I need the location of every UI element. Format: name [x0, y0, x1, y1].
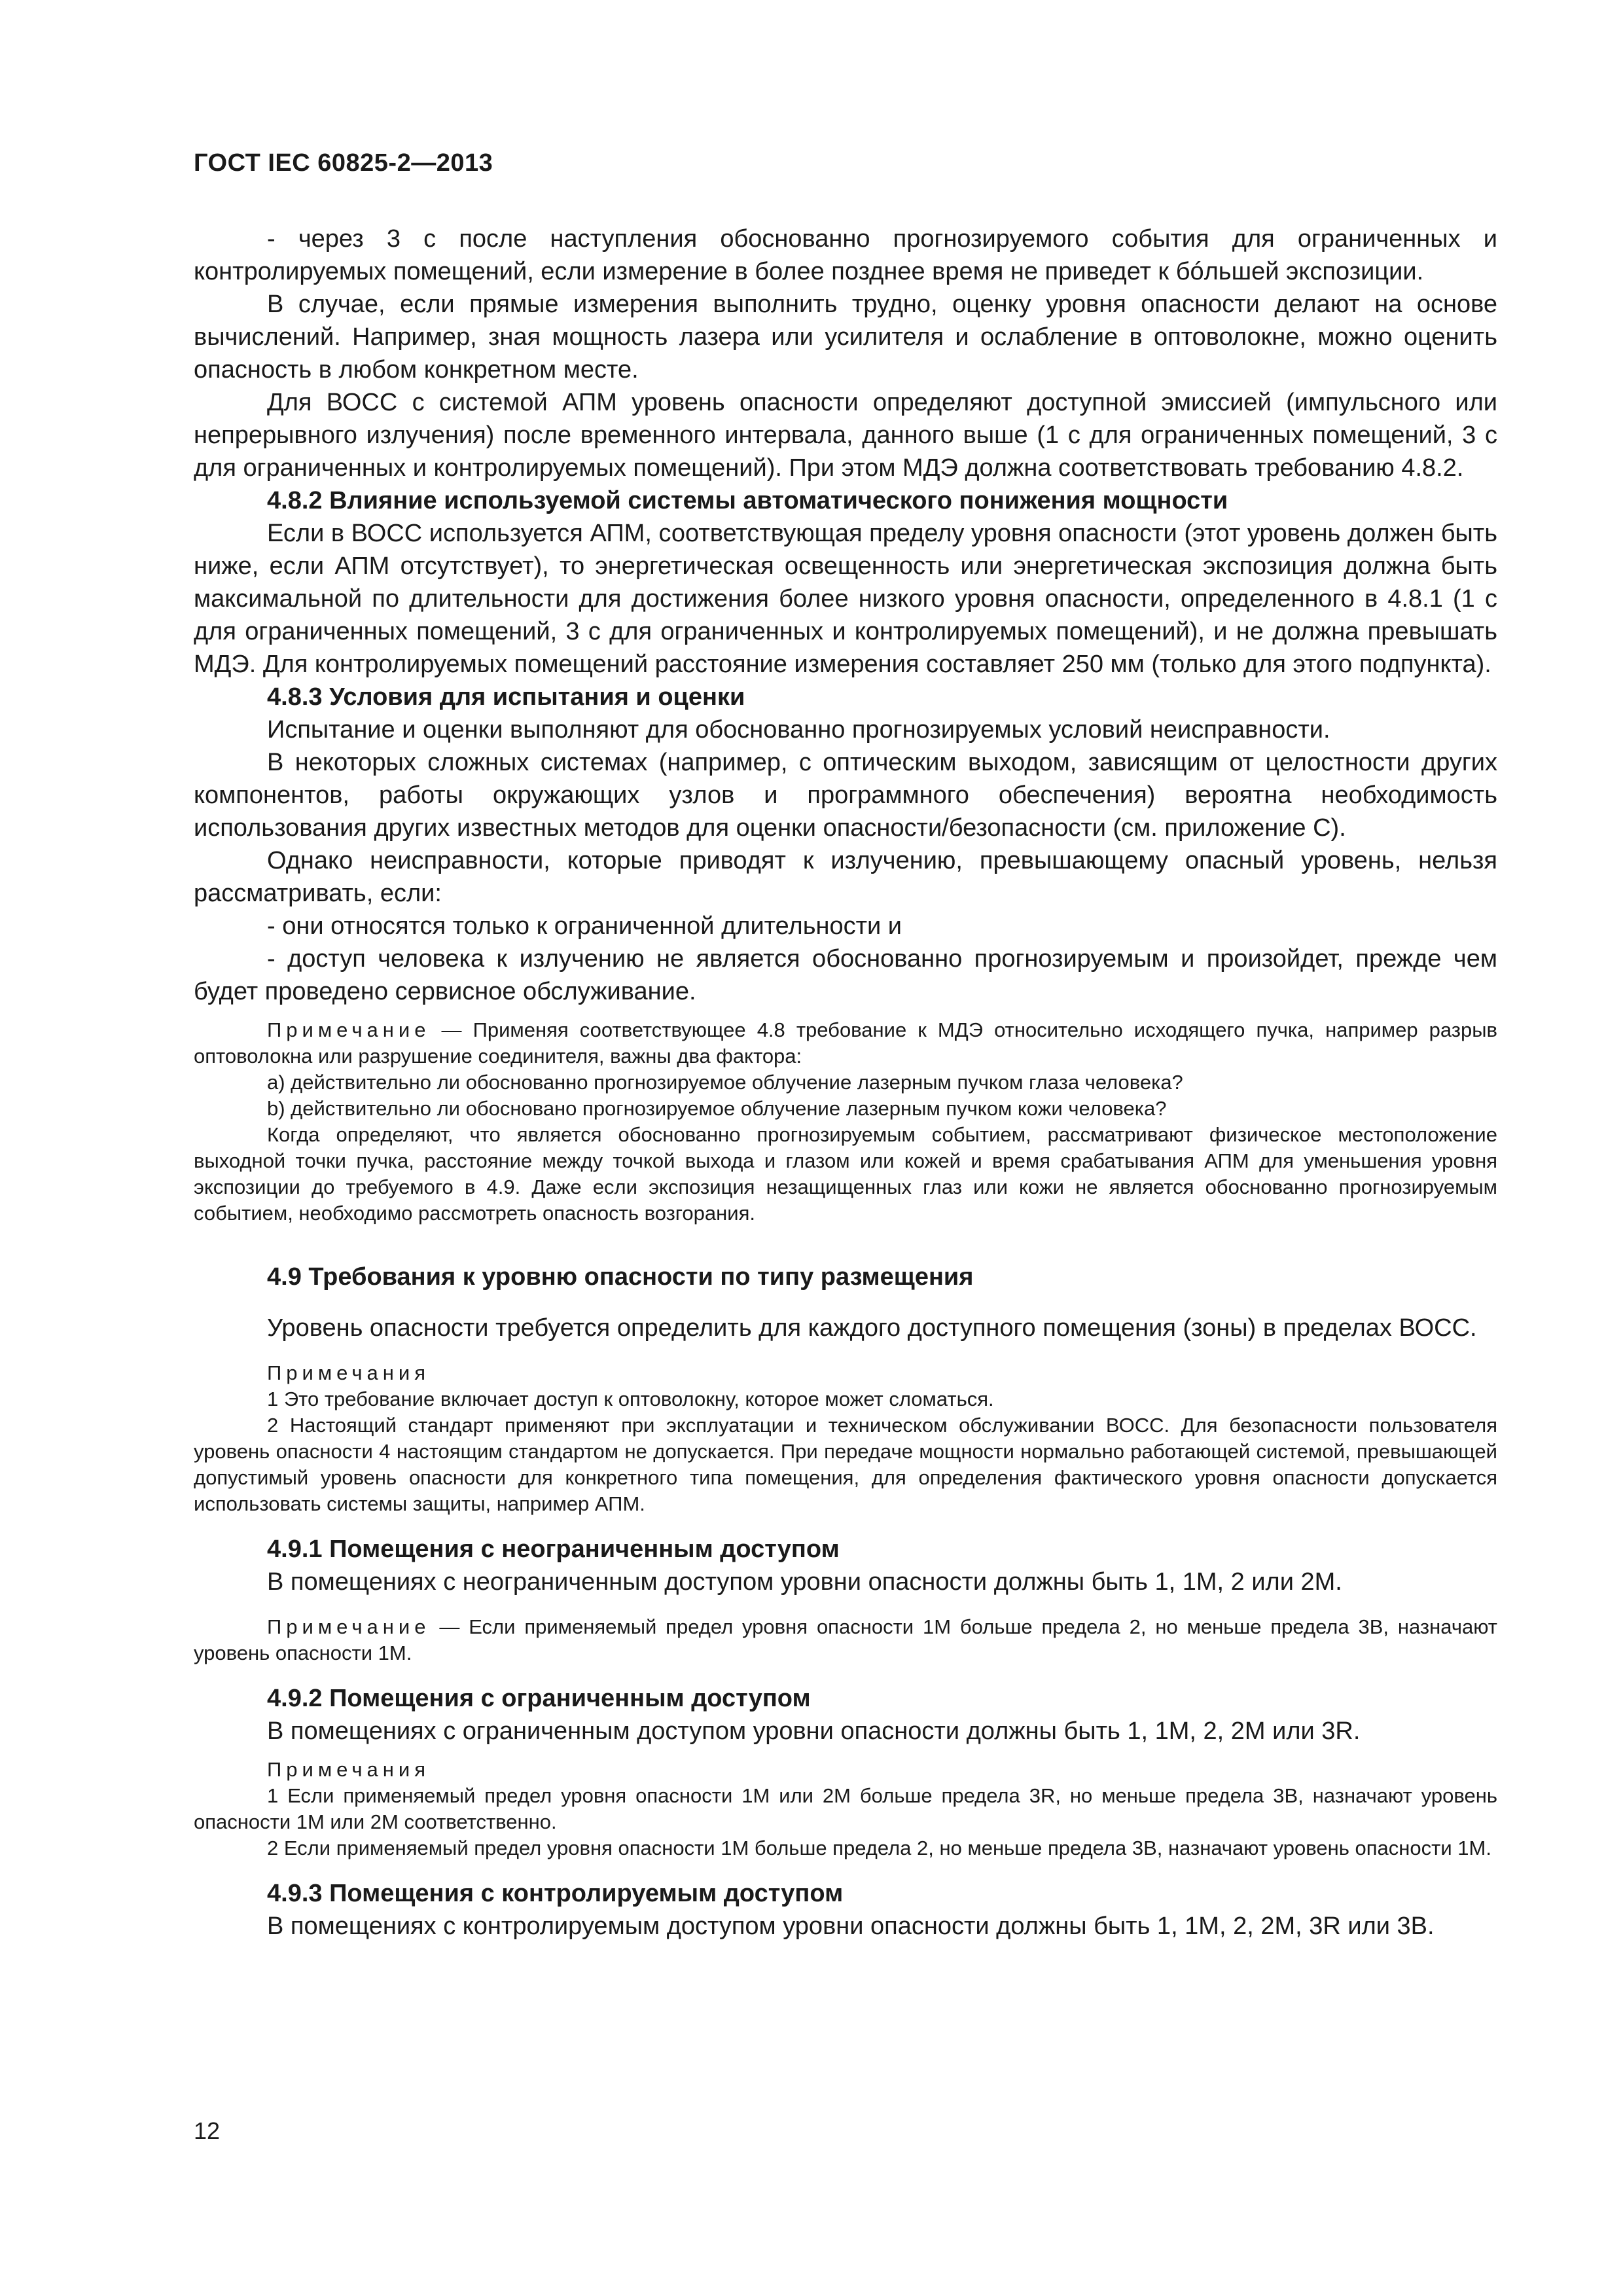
page-number: 12 — [194, 2117, 221, 2144]
paragraph: Однако неисправности, которые приводят к излучению, превышающему опасный уровень, нельзя рассматривать, если: — [194, 847, 1497, 907]
document-body — [194, 223, 1497, 1943]
list-item: - доступ человека к излучению не является обоснованно прогнозируемым и произойдет, прежде чем будет проведено сервисное обслуживание. — [194, 945, 1497, 1005]
notes-label: Примечания — [267, 1758, 430, 1781]
note: Примечание — Если применяемый предел уровня опасности 1М больше предела 2, но меньше предела 3В, назначают уровень опасности 1М. — [194, 1615, 1497, 1664]
note-item: 1 Если применяемый предел уровня опасности 1М или 2М больше предела 3R, но меньше предела 3В, назначают уровень опасности 1М или 2М соответственно. — [194, 1784, 1497, 1833]
paragraph: Испытание и оценки выполняют для обоснованно прогнозируемых условий неисправности. — [267, 716, 1330, 744]
note-label: Примечание — [267, 1018, 431, 1041]
note-item: b) действительно ли обосновано прогнозируемое облучение лазерным пучком кожи человека? — [267, 1097, 1167, 1120]
note-item: а) действительно ли обоснованно прогнозируемое облучение лазерным пучком глаза человека? — [267, 1071, 1183, 1094]
list-item: - они относятся только к ограниченной длительности и — [267, 912, 902, 940]
section-heading-4-9-3: 4.9.3 Помещения с контролируемым доступом — [267, 1880, 844, 1907]
note-item: 2 Если применяемый предел уровня опасности 1М больше предела 2, но меньше предела 3В, назначают уровень опасности 1М. — [267, 1837, 1491, 1859]
paragraph: Для ВОСС с системой АПМ уровень опасности определяют доступной эмиссией (импульсного или непрерывного излучения) после временного интервала, данного выше (1 с для ограниченных помещений, 3 с для ограниченных и контролируемых помещений). При этом МДЭ должна соответствовать требованию 4.8.2. — [194, 389, 1497, 482]
paragraph: В помещениях с неограниченным доступом уровни опасности должны быть 1, 1М, 2 или 2М. — [267, 1568, 1342, 1596]
section-heading-4-9: 4.9 Требования к уровню опасности по типу размещения — [267, 1263, 974, 1291]
note — [194, 1017, 1497, 1069]
paragraph: Если в ВОСС используется АПМ, соответствующая пределу уровня опасности (этот уровень должен быть ниже, если АПМ отсутствует), то энергетическая освещенность или энергетическая экспозиция должна быть максимальной по длительности для достижения более низкого уровня опасности, определенного в 4.8.1 (1 с для ограниченных помещений, 3 с для ограниченных и контролируемых помещений), и не должна превышать МДЭ. Для контролируемых помещений расстояние измерения составляет 250 мм (только для этого подпункта). — [194, 520, 1497, 678]
paragraph: Уровень опасности требуется определить для каждого доступного помещения (зоны) в пределах ВОСС. — [267, 1314, 1477, 1342]
section-heading-4-9-1: 4.9.1 Помещения с неограниченным доступом — [267, 1535, 840, 1563]
paragraph: В случае, если прямые измерения выполнить трудно, оценку уровня опасности делают на основе вычислений. Например, зная мощность лазера или усилителя и ослабление в оптоволокне, можно оценить опасность в любом конкретном месте. — [194, 291, 1497, 384]
section-heading-4-8-2: 4.8.2 Влияние используемой системы автоматического понижения мощности — [267, 487, 1228, 514]
paragraph: В помещениях с ограниченным доступом уровни опасности должны быть 1, 1М, 2, 2М или 3R. — [267, 1717, 1361, 1745]
section-heading-4-9-2: 4.9.2 Помещения с ограниченным доступом — [267, 1685, 811, 1712]
note-item: 2 Настоящий стандарт применяют при эксплуатации и техническом обслуживании ВОСС. Для безопасности пользователя уровень опасности 4 настоящим стандартом не допускается. При передаче мощности нормально работающей системой, превышающей допустимый уровень опасности для конкретного типа помещения, для определения фактического уровня опасности допускается использовать системы защиты, например АПМ. — [194, 1414, 1497, 1515]
notes-label: Примечания — [267, 1361, 430, 1384]
section-heading-4-8-3: 4.8.3 Условия для испытания и оценки — [267, 683, 745, 711]
document-header: ГОСТ IEC 60825-2—2013 — [194, 149, 493, 177]
paragraph: - через 3 с после наступления обоснованно прогнозируемого события для ограниченных и контролируемых помещений, если измерение в более позднее время не приведет к бóльшей экспозиции. — [194, 225, 1497, 285]
paragraph: В некоторых сложных системах (например, с оптическим выходом, зависящим от целостности других компонентов, работы окружающих узлов и программного обеспечения) вероятна необходимость использования других известных методов для оценки опасности/безопасности (см. приложение С). — [194, 749, 1497, 842]
paragraph: В помещениях с контролируемым доступом уровни опасности должны быть 1, 1М, 2, 2М, 3R или 3В. — [267, 1912, 1435, 1940]
note-text: — Применяя соответствующее 4.8 требование к МДЭ относительно исходящего пучка, например разрыв оптоволокна или разрушение соединителя, важны два фактора: — [194, 1018, 1497, 1067]
note-item: 1 Это требование включает доступ к оптоволокну, которое может сломаться. — [267, 1388, 994, 1410]
note-item: Когда определяют, что является обоснованно прогнозируемым событием, рассматривают физическое местоположение выходной точки пучка, расстояние между точкой выхода и глазом или кожей и время срабатывания АПМ для уменьшения уровня экспозиции до требуемого в 4.9. Даже если экспозиция незащищенных глаз или кожи не является обоснованно прогнозируемым событием, необходимо рассмотреть опасность возгорания. — [194, 1123, 1497, 1225]
